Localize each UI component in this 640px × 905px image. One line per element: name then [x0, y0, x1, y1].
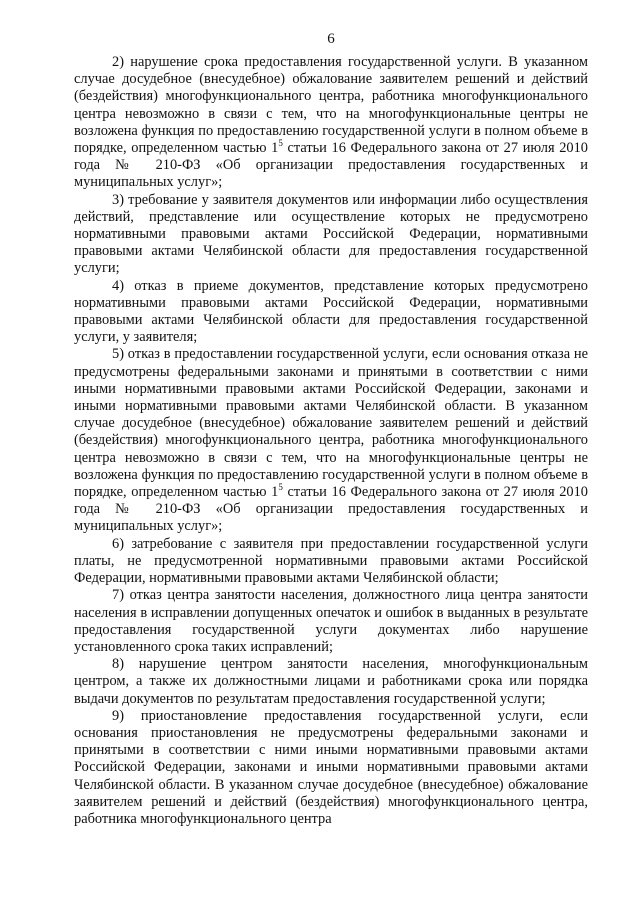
- footnote-superscript: 5: [278, 138, 283, 149]
- paragraph-text: 8) нарушение центром занятости населения, многофункциональным центром, а также их должностными лицами и работниками срока или порядка выдачи документов по результатам предоставления государственной услуги;: [74, 656, 588, 707]
- paragraph-tail: статьи 16 Федерального закона от 27 июля 2010 года № 210-ФЗ «Об организации предоставления государственных и муниципальных услуг»;: [74, 484, 588, 535]
- paragraph-item-7: [74, 587, 588, 656]
- paragraph-item-6: [74, 536, 588, 588]
- page-number: 6: [327, 31, 335, 47]
- paragraph-text: 6) затребование с заявителя при предоставлении государственной услуги платы, не предусмотренной нормативными правовыми актами Российской Федерации, нормативными правовыми актами Челябинской области;: [74, 535, 588, 587]
- paragraph-item-8: [74, 656, 588, 708]
- paragraph-text: 9) приостановление предоставления государственной услуги, если основания приостановления не предусмотрены федеральными законами и принятыми в соответствии с ними иными нормативными правовыми актами Российской Федерации, законами и иными нормативными правовыми актами Челябинской области. В указанном случае досудебное (внесудебное) обжалование заявителем решений и действий (бездействия) многофункционального центра, работника многофункционального центра: [74, 707, 588, 827]
- paragraph-text: 2) нарушение срока предоставления государственной услуги. В указанном случае досудебное (внесудебное) обжалование заявителем решений и действий (бездействия) многофункционального центра, работника многофункционального центра невозможно в связи с тем, что на многофункциональные центры не возложена функция по предоставлению государственной услуги в полном объеме в порядке, определенном частью 1: [74, 54, 588, 157]
- paragraph-item-5: [74, 346, 588, 535]
- paragraph-tail: статьи 16 Федерального закона от 27 июля 2010 года № 210-ФЗ «Об организации предоставления государственных и муниципальных услуг»;: [74, 140, 588, 191]
- paragraph-text: 7) отказ центра занятости населения, должностного лица центра занятости населения в исправлении допущенных опечаток и ошибок в выданных в результате предоставления государственной услуги документах либо нарушение установленного срока таких исправлений;: [74, 587, 588, 655]
- paragraph-item-9: [74, 708, 588, 828]
- paragraph-text: 4) отказ в приеме документов, представление которых предусмотрено нормативными правовыми актами Российской Федерации, нормативными правовыми актами Челябинской области для предоставления государственной услуги, у заявителя;: [74, 277, 588, 346]
- footnote-superscript: 5: [278, 482, 283, 493]
- paragraph-text: 3) требование у заявителя документов или информации либо осуществления действий, представление или осуществление которых не предусмотрено нормативными правовыми актами Российской Федерации, нормативными правовыми актами Челябинской области для предоставления государственной услуги;: [74, 191, 588, 277]
- paragraph-text: 5) отказ в предоставлении государственной услуги, если основания отказа не предусмотрены федеральными законами и принятыми в соответствии с ними иными нормативными правовыми актами Российской Федерации, законами и иными нормативными правовыми актами Челябинской области. В указанном случае досудебное (внесудебное) обжалование заявителем решений и действий (бездействия) многофункционального центра, работника многофункционального центра невозможно в связи с тем, что на многофункциональные центры не возложена функция по предоставлению государственной услуги в полном объеме в порядке, определенном частью 1: [74, 346, 588, 501]
- paragraph-item-4: [74, 278, 588, 347]
- paragraph-item-2: [74, 54, 588, 192]
- paragraph-item-3: [74, 192, 588, 278]
